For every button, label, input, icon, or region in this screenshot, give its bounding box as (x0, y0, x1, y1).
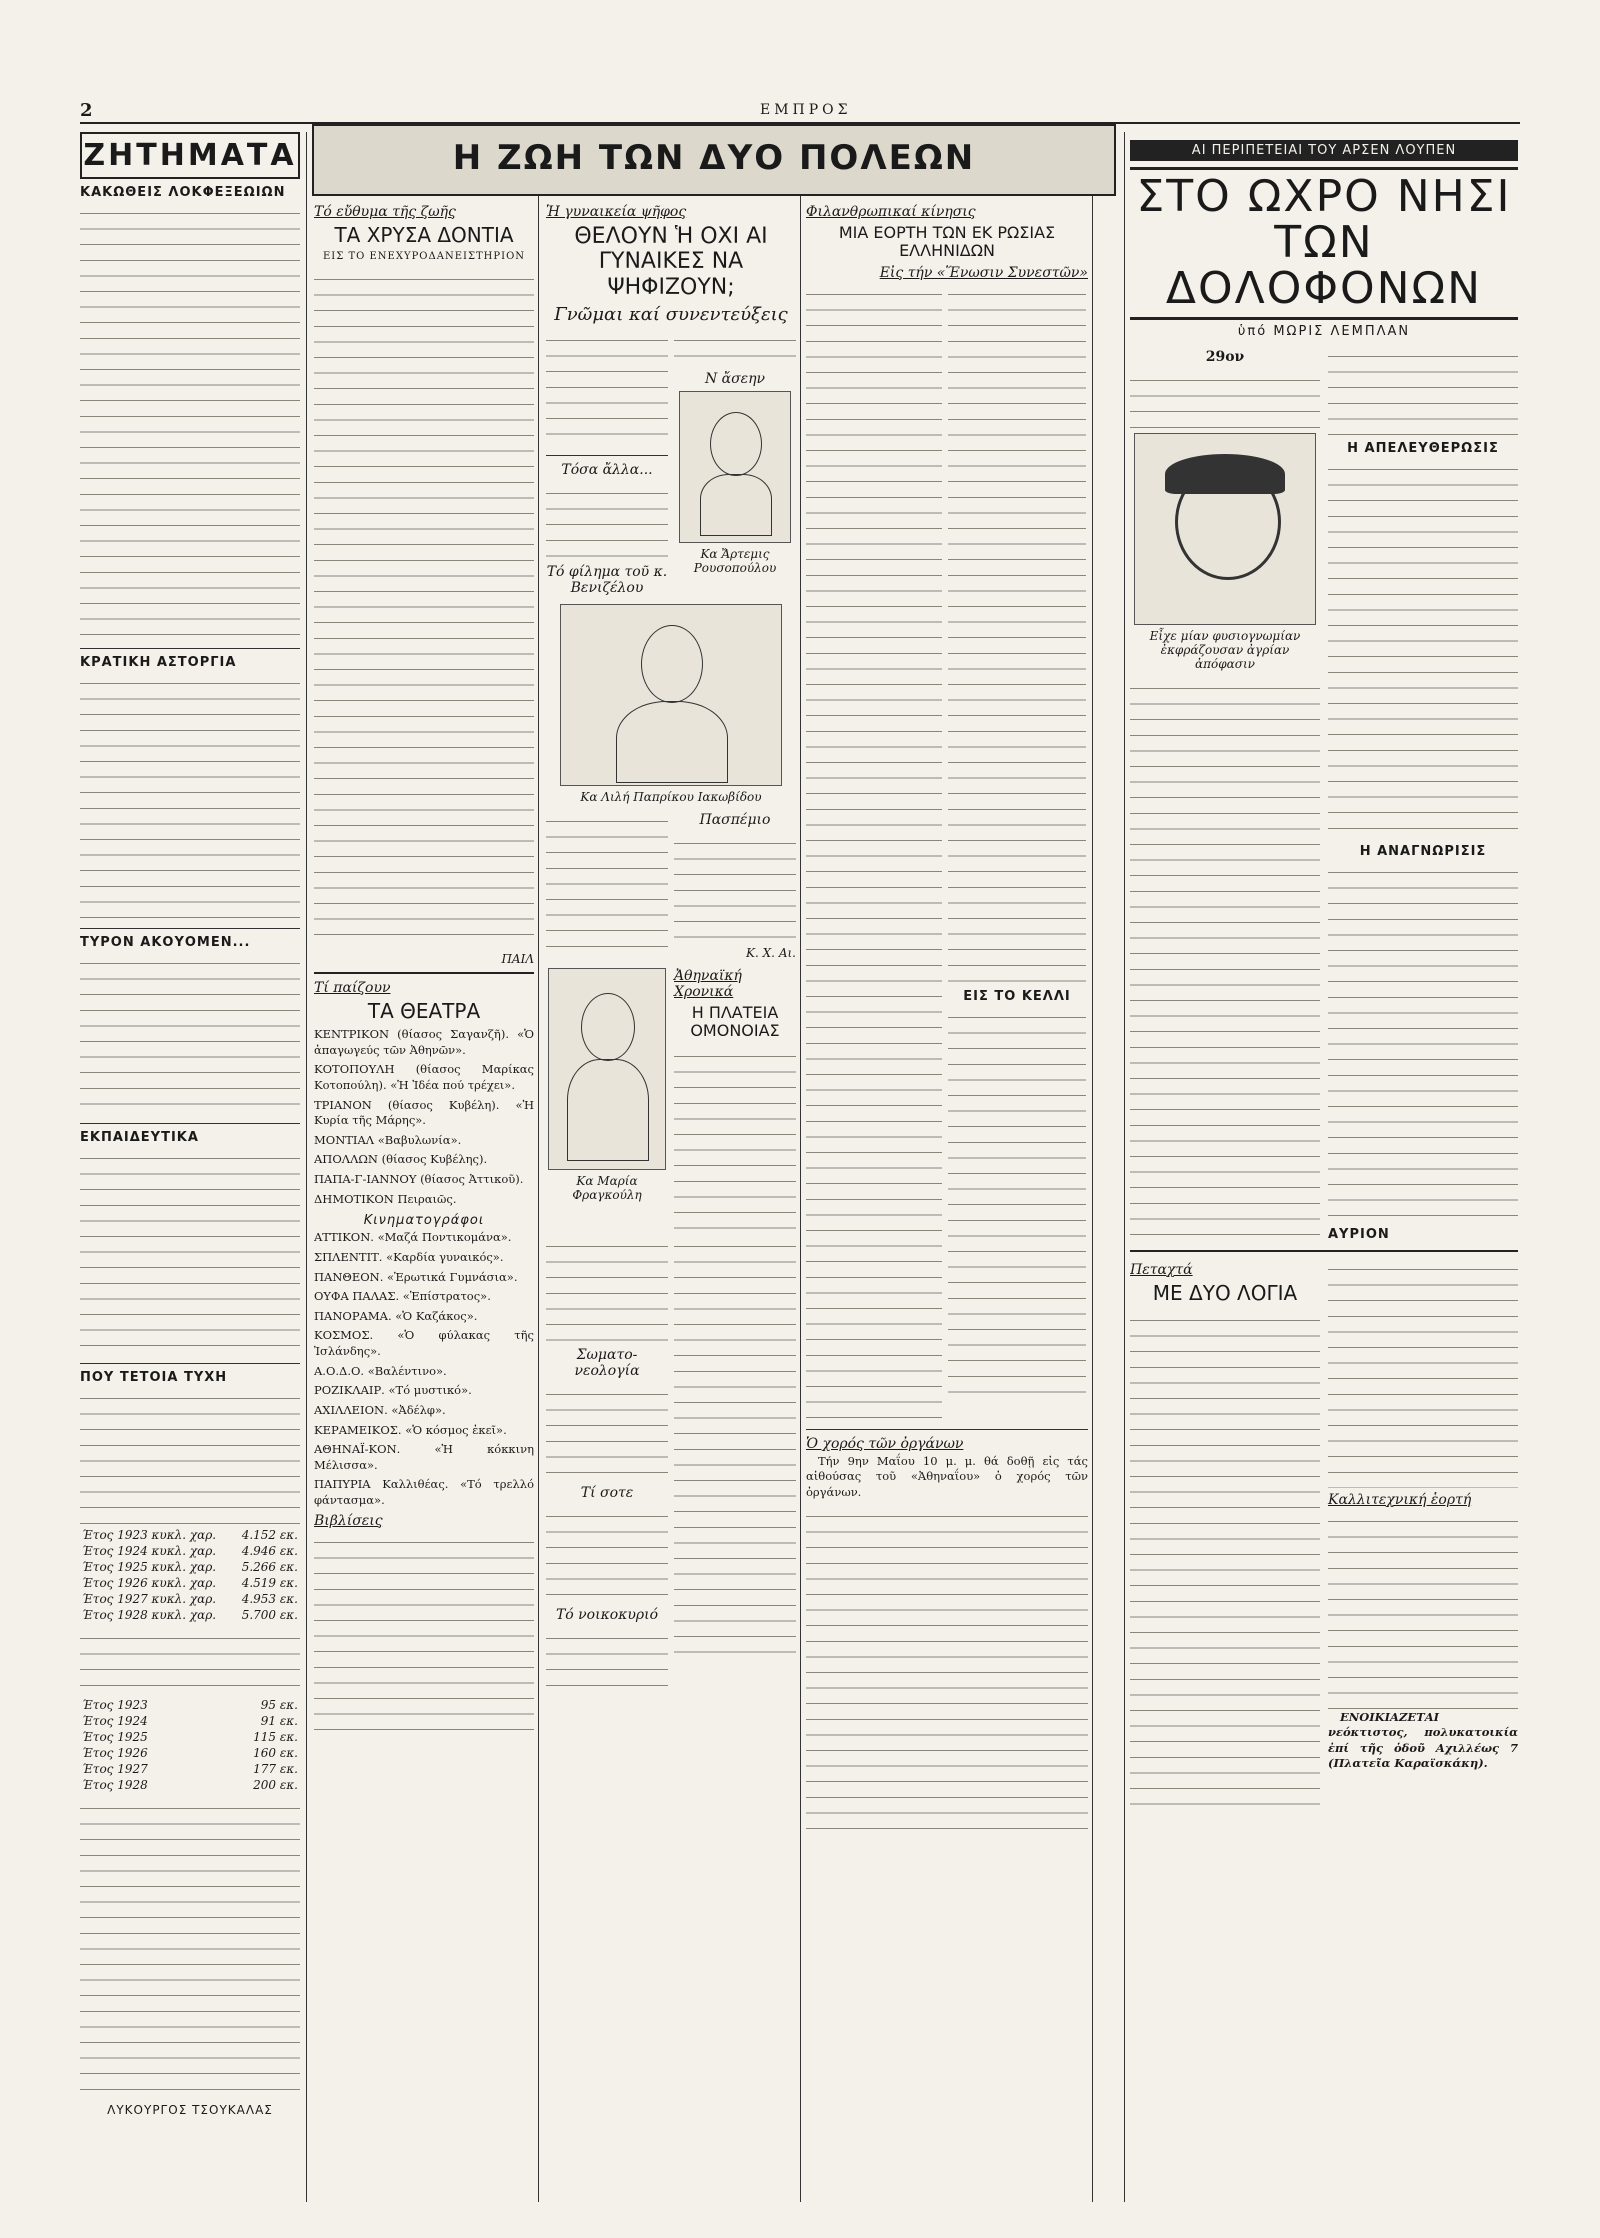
stats-label: Έτος 1927 (82, 1762, 148, 1776)
chor-lead: Τήν 9ην Μαΐου 10 μ. μ. θά δοθῇ εἰς τάς αἰθούσας τοῦ «Ἀθηναΐου» ὁ χορός τῶν ὀργάνων. (806, 1453, 1088, 1500)
kicker: Βιβλίσεις (314, 1512, 383, 1529)
subheading: Πασπέμιο (699, 811, 771, 828)
banner-title: Η ΖΩΗ ΤΩΝ ΔΥΟ ΠΟΛΕΩΝ (452, 138, 976, 178)
article-text-block (546, 810, 668, 960)
portrait-sketch (560, 604, 782, 786)
stats-label: Έτος 1926 (82, 1746, 148, 1760)
stats-label: Έτος 1928 κυκλ. χαρ. (82, 1608, 217, 1622)
stats-label: Έτος 1923 κυκλ. χαρ. (82, 1528, 217, 1542)
subheading: ΕΙΣ ΤΟ ΚΕΛΛΙ (963, 988, 1071, 1004)
cinema-item: ΡΟΖΙΚΛΑΙΡ. «Τό μυστικό». (314, 1383, 472, 1398)
article-heading: ΕΚΠΑΙΔΕΥΤΙΚΑ (80, 1130, 199, 1145)
kicker: Τό εὔθυμα τῆς ζωῆς (314, 204, 456, 220)
cinema-heading: Κινηματογράφοι (363, 1213, 485, 1229)
article-text-block (546, 1235, 668, 1345)
sketch-head (641, 625, 703, 703)
article-heading: ΤΥΡΟΝ ΑΚΟΥΟΜΕΝ... (80, 935, 251, 950)
paper-name: ΕΜΠΡΟΣ (760, 102, 852, 118)
column-rule (1124, 132, 1125, 2202)
stats-row (80, 1607, 300, 1623)
column-rule (800, 132, 801, 2202)
stats-label: Έτος 1924 (82, 1714, 148, 1728)
cinema-item: ΣΠΛΕΝΤΙΤ. «Καρδία γυναικός». (314, 1249, 504, 1264)
theatre-item: ΔΗΜΟΤΙΚΟΝ Πειραιῶς. (314, 1191, 457, 1206)
divider (80, 928, 300, 929)
cinema-item: Α.Ο.Δ.Ο. «Βαλέντινο». (314, 1363, 447, 1378)
short-news-headline: ΜΕ ΔΥΟ ΛΟΓΙΑ (1152, 1280, 1298, 1305)
article-text-block (314, 1531, 534, 1731)
divider (80, 1363, 300, 1364)
article-text-block (674, 329, 796, 369)
divider (80, 648, 300, 649)
stats-value: 177 εκ. (253, 1762, 298, 1776)
column-rule (306, 132, 307, 2202)
kicker: Τί παίζουν (314, 980, 391, 996)
cinema-item: ΑΧΙΛΛΕΙΟΝ. «Ἀδέλφ». (314, 1402, 446, 1417)
stats-label: Έτος 1927 κυκλ. χαρ. (82, 1592, 217, 1606)
article-text-block (674, 1235, 796, 1655)
article-text-block (80, 1627, 300, 1697)
subheading: Σωματο-νεολογία (574, 1346, 640, 1379)
article-heading: ΚΡΑΤΙΚΗ ΑΣΤΟΡΓΙΑ (80, 655, 237, 670)
theatre-headline: ΤΑ ΘΕΑΤΡΑ (367, 999, 481, 1023)
stats-row (80, 1575, 300, 1591)
stats-row (80, 1543, 300, 1559)
subtitle: Γνῶμαι καί συνεντεύξεις (554, 303, 788, 325)
stats-value: 4.946 εκ. (241, 1544, 298, 1558)
article-text-block (674, 832, 796, 942)
stats-row (80, 1713, 300, 1729)
portrait-sketch (548, 968, 666, 1170)
subheading: Τό φίλημα τοῦ κ. Βενιζέλου (546, 563, 668, 596)
stats-label: Έτος 1925 (82, 1730, 148, 1744)
kicker: Ὁ χορός τῶν ὀργάνων (806, 1435, 964, 1452)
stats-row (80, 1591, 300, 1607)
theatre-item: ΚΟΤΟΠΟΥΛΗ (θίασος Μαρίκας Κοτοπούλη). «Ἡ Ἰδέα πού τρέχει». (314, 1062, 534, 1092)
article-text-block (80, 202, 300, 642)
kicker: Ἡ γυναικεία ψῆφος (546, 204, 687, 220)
article-text-block (80, 1387, 300, 1527)
cinema-item: ΟΥΦΑ ΠΑΛΑΣ. «Ἐπίστρατος». (314, 1289, 491, 1304)
serial-headline: ΣΤΟ ΩΧΡΟ ΝΗΣΙ ΤΩΝ ΔΟΛΟΦΟΝΩΝ (1130, 167, 1518, 320)
kicker: Πεταχτά (1130, 1261, 1193, 1278)
cinema-item: ΚΟΣΜΟΣ. «Ὁ φύλακας τῆς Ἰσλάνδης». (314, 1328, 534, 1358)
rent-notice: ΕΝΟΙΚΙΑΖΕΤΑΙ νεόκτιστος, πολυκατοικία ἐπί τῆς ὁδοῦ Αχιλλέως 7 (Πλατεῖα Καραϊσκάκη). (1328, 1709, 1518, 1771)
theatre-item: ΜΟΝΤΙΑΛ «Βαβυλωνία». (314, 1132, 462, 1147)
article-author: ΠΑΙΛ (501, 952, 534, 966)
stats-row (80, 1761, 300, 1777)
sketch-head (581, 993, 635, 1061)
column-rule (1092, 132, 1093, 2202)
theatre-item: ΑΠΟΛΛΩΝ (θίασος Κυβέλης). (314, 1152, 488, 1167)
masthead (80, 100, 1520, 124)
subkicker: Εἰς τήν «Ἕνωσιν Συνεστῶν» (879, 264, 1088, 281)
stats-value: 95 εκ. (260, 1698, 298, 1712)
cinema-item: ΑΤΤΙΚΟΝ. «Μαζά Ποντικομάνα». (314, 1230, 512, 1245)
stats-label: Έτος 1924 κυκλ. χαρ. (82, 1544, 217, 1558)
portrait-sketch (679, 391, 791, 543)
column-filanthropiki (806, 200, 1088, 2200)
subheading: Η ΑΝΑΓΝΩΡΙΣΙΣ (1359, 843, 1487, 859)
portrait-caption: Κα Ἄρτεμις Ρουσοπούλου (693, 546, 777, 575)
kicker: Ἀθηναϊκή Χρονικά (674, 967, 742, 1000)
article-text-block (314, 268, 534, 948)
stats-value: 200 εκ. (253, 1778, 298, 1792)
article-text-block (80, 1797, 300, 2097)
stats-row (80, 1697, 300, 1713)
article-text-block (1130, 1309, 1320, 1819)
stats-value: 91 εκ. (260, 1714, 298, 1728)
article-text-block (1328, 345, 1518, 435)
article-text-block (546, 1505, 668, 1605)
stats-label: Έτος 1928 (82, 1778, 148, 1792)
article-text-block (1328, 458, 1518, 838)
article-text-block (674, 1045, 796, 1235)
cinema-item: ΠΑΝΟΡΑΜΑ. «Ὁ Καζάκος». (314, 1308, 478, 1323)
cinema-item: ΑΘΗΝΑΪ-ΚΟΝ. «Ἡ κόκκινη Μέλισσα». (314, 1442, 534, 1472)
article-heading: ΠΟΥ ΤΕΤΟΙΑ ΤΥΧΗ (80, 1370, 228, 1385)
divider (806, 1429, 1088, 1430)
stats-table-revenue (80, 1697, 300, 1793)
subheading: Ν ἄσεην (704, 370, 766, 387)
article-text-block (1130, 369, 1320, 429)
article-text-block (948, 283, 1086, 983)
subheading: Τόσα ἄλλα... (561, 461, 653, 478)
article-text-block (80, 672, 300, 922)
plateia-headline: Η ΠΛΑΤΕΙΑ ΟΜΟΝΟΙΑΣ (690, 1002, 780, 1041)
sketch-shoulders (567, 1059, 649, 1161)
column-chrysa-dontia (314, 200, 534, 2200)
portrait-caption: Κα Μαρία Φραγκούλη (572, 1173, 642, 1202)
headline: ΘΕΛΟΥΝ Ἡ ΟΧΙ ΑΙ ΓΥΝΑΙΚΕΣ ΝΑ ΨΗΦΙΖΟΥΝ; (574, 224, 768, 300)
section-title: ΖΗΤΗΜΑΤΑ (80, 132, 300, 179)
portrait-caption: Κα Λιλή Παπρίκου Ιακωβίδου (580, 789, 762, 804)
stats-row (80, 1745, 300, 1761)
stats-table-circulation (80, 1527, 300, 1623)
newspaper-page (80, 100, 1520, 2210)
serial-illustration (1134, 433, 1316, 625)
sketch-hat (1165, 454, 1285, 494)
stats-row (80, 1559, 300, 1575)
article-text-block (806, 1505, 1088, 1835)
cinema-item: ΚΕΡΑΜΕΙΚΟΣ. «Ὁ κόσμος ἐκεῖ». (314, 1422, 507, 1437)
divider (1130, 1250, 1518, 1252)
theatre-list (314, 1027, 534, 1207)
theatre-item: ΠΑΠΑ-Γ-ΙΑΝΝΟΥ (θίασος Ἀττικοῦ). (314, 1172, 524, 1186)
article-text-block (1328, 861, 1518, 1221)
stats-label: Έτος 1925 κυκλ. χαρ. (82, 1560, 217, 1574)
article-heading: ΚΑΚΩΘΕΙΣ ΛΟΚΦΕΞΕΩΙΩΝ (80, 185, 286, 200)
page-number: 2 (80, 100, 93, 121)
serial-byline: ὑπό ΜΩΡΙΣ ΛΕΜΠΛΑΝ (1237, 323, 1411, 339)
theatre-item: ΚΕΝΤΡΙΚΟΝ (θίασος Σαγανζῆ). «Ὁ ἀπαγωγεύς τῶν Ἀθηνῶν». (314, 1027, 534, 1057)
article-text-block (806, 283, 942, 1423)
stats-row (80, 1777, 300, 1793)
cinema-list (314, 1230, 534, 1508)
theatre-item: ΤΡΙΑΝΟΝ (θίασος Κυβέλη). «Ἡ Κυρία τῆς Μάρης». (314, 1097, 534, 1128)
article-text-block (80, 1147, 300, 1357)
cinema-item: ΠΑΠΥΡΙΑ Καλλιθέας. «Τό τρελλό φάντασμα». (314, 1477, 534, 1507)
article-text-block (1328, 1258, 1518, 1488)
stats-value: 4.519 εκ. (241, 1576, 298, 1590)
stats-row (80, 1729, 300, 1745)
article-text-block (948, 1006, 1086, 1406)
divider (314, 972, 534, 974)
article-text-block (80, 952, 300, 1117)
column-zitimata (80, 132, 300, 2202)
subheadline: ΕΙΣ ΤΟ ΕΝΕΧΥΡΟΔΑΝΕΙΣΤΗΡΙΟΝ (322, 251, 526, 262)
article-text-block (546, 329, 668, 449)
stats-value: 4.953 εκ. (241, 1592, 298, 1606)
stats-value: 5.700 εκ. (241, 1608, 298, 1622)
sketch-head (710, 412, 762, 476)
stats-row (80, 1527, 300, 1543)
article-author: Κ. Χ. Αι. (746, 945, 796, 960)
column-gynaikeia-psifos (546, 200, 796, 2200)
illustration-caption: Εἶχε μίαν φυσιογνωμίαν ἐκφράζουσαν ἀγρίαν ἀπόφασιν (1149, 628, 1301, 671)
article-text-block (546, 482, 668, 562)
subheading: ΑΥΡΙΟΝ (1328, 1226, 1390, 1242)
article-text-block (1328, 1510, 1518, 1710)
stats-label: Έτος 1926 κυκλ. χαρ. (82, 1576, 217, 1590)
article-text-block (546, 1627, 668, 1687)
divider (546, 455, 668, 456)
subheading: Τί σοτε (580, 1484, 634, 1501)
headline: ΤΑ ΧΡΥΣΑ ΔΟΝΤΙΑ (334, 223, 514, 247)
stats-value: 4.152 εκ. (241, 1528, 298, 1542)
kicker: Καλλιτεχνική ἑορτή (1328, 1491, 1472, 1508)
stats-value: 115 εκ. (253, 1730, 298, 1744)
kicker: Φιλανθρωπικαί κίνησις (806, 204, 976, 220)
stats-value: 160 εκ. (253, 1746, 298, 1760)
column-arsen-lupen (1130, 140, 1518, 2200)
author-signature: ΛΥΚΟΥΡΓΟΣ ΤΣΟΥΚΑΛΑΣ (107, 2103, 273, 2117)
subheading: Τό νοικοκυριό (555, 1606, 659, 1623)
article-text-block (1130, 677, 1320, 1237)
series-tag: ΑΙ ΠΕΡΙΠΕΤΕΙΑΙ ΤΟΥ ΑΡΣΕΝ ΛΟΥΠΕΝ (1130, 140, 1518, 161)
divider (80, 1123, 300, 1124)
cinema-item: ΠΑΝΘΕΟΝ. «Ἐρωτικά Γυμνάσια». (314, 1269, 518, 1284)
stats-value: 5.266 εκ. (241, 1560, 298, 1574)
subheading: Η ΑΠΕΛΕΥΘΕΡΩΣΙΣ (1347, 440, 1499, 456)
column-rule (538, 132, 539, 2202)
section-banner (312, 124, 1116, 196)
article-text-block (546, 1383, 668, 1483)
headline: ΜΙΑ ΕΟΡΤΗ ΤΩΝ ΕΚ ΡΩΣΙΑΣ ΕΛΛΗΝΙΔΩΝ (838, 223, 1056, 261)
stats-label: Έτος 1923 (82, 1698, 148, 1712)
sketch-shoulders (616, 701, 728, 783)
chapter-number: 29ον (1205, 348, 1245, 365)
sketch-shoulders (700, 474, 772, 536)
